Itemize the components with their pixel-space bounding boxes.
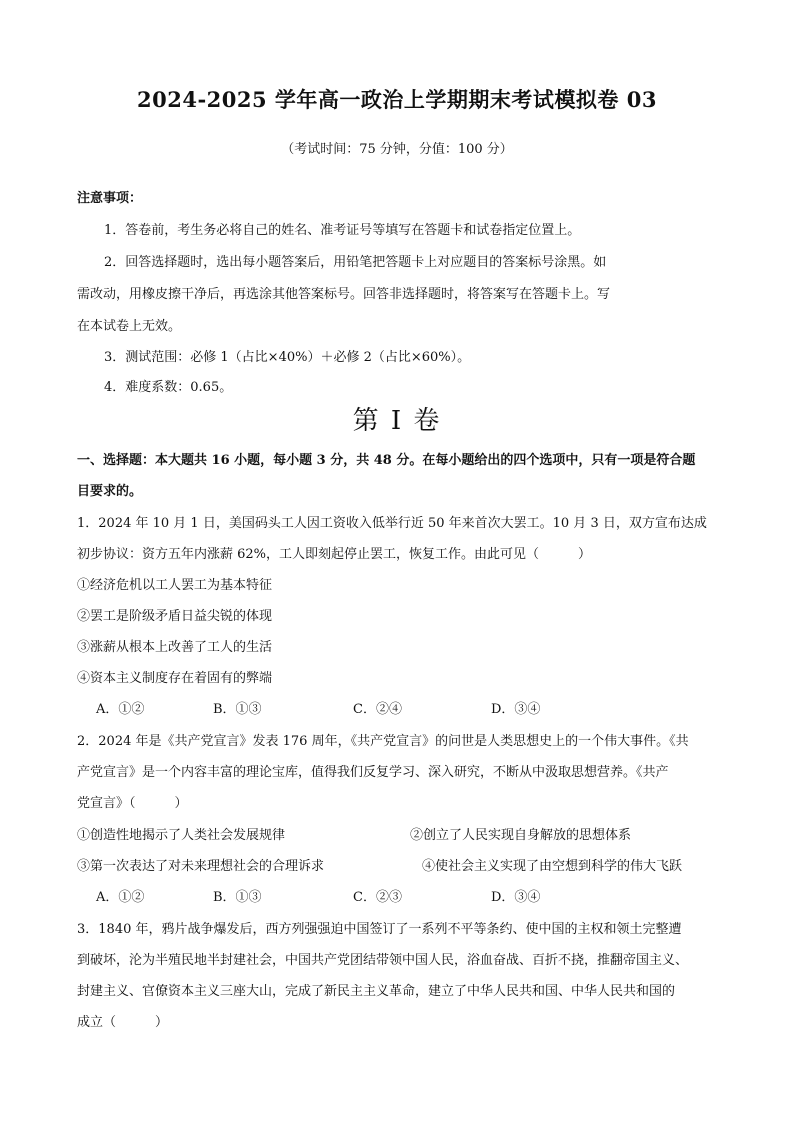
exam-title: 2024-2025 学年高一政治上学期期末考试模拟卷 03: [137, 87, 657, 112]
option-c[interactable]: C．②③: [353, 890, 402, 905]
statement: ③第一次表达了对未来理想社会的合理诉求: [77, 859, 325, 874]
question-stem: 成立（ ）: [77, 1015, 169, 1030]
notice-heading: 注意事项：: [77, 191, 143, 206]
statement: ①经济危机以工人罢工为基本特征: [77, 578, 273, 593]
question-stem: 封建主义、官僚资本主义三座大山，完成了新民主主义革命，建立了中华人民共和国、中华人民共和国的: [77, 984, 676, 999]
statement: ②创立了人民实现自身解放的思想体系: [410, 828, 632, 843]
statement: ④资本主义制度存在着固有的弊端: [77, 671, 273, 686]
question-stem: 到破坏，沦为半殖民地半封建社会，中国共产党团结带领中国人民，浴血奋战、百折不挠，推翻帝国主义、: [77, 953, 689, 968]
statement: ②罢工是阶级矛盾日益尖锐的体现: [77, 609, 273, 624]
question-stem: 党宣言》（ ）: [77, 796, 188, 811]
option-c[interactable]: C．②④: [353, 702, 402, 717]
question-stem: 2．2024 年是《共产党宣言》发表 176 周年，《共产党宣言》的问世是人类思想史上的一个伟大事件。《共: [77, 734, 689, 749]
section-heading: 一、选择题：本大题共 16 小题，每小题 3 分，共 48 分。在每小题给出的四个选项中，只有一项是符合题: [77, 453, 696, 468]
question-stem: 初步协议：资方五年内涨薪 62%，工人即刻起停止罢工，恢复工作。由此可见（ ）: [77, 547, 592, 562]
option-d[interactable]: D．③④: [491, 890, 541, 905]
option-a[interactable]: A．①②: [96, 702, 145, 717]
option-a[interactable]: A．①②: [96, 890, 145, 905]
notice-item: 需改动，用橡皮擦干净后，再选涂其他答案标号。回答非选择题时，将答案写在答题卡上。写: [77, 287, 611, 302]
question-stem: 产党宣言》是一个内容丰富的理论宝库，值得我们反复学习、深入研究，不断从中汲取思想营养。《共产: [77, 765, 669, 780]
question-stem: 3．1840 年，鸦片战争爆发后，西方列强强迫中国签订了一系列不平等条约、使中国的主权和领土完整遭: [77, 922, 682, 937]
notice-item: 4．难度系数：0.65。: [104, 380, 233, 395]
notice-item: 在本试卷上无效。: [77, 319, 182, 334]
volume-title: 第 I 卷: [352, 406, 442, 436]
exam-subtitle: （考试时间：75 分钟，分值：100 分）: [281, 142, 513, 157]
notice-item: 2．回答选择题时，选出每小题答案后，用铅笔把答题卡上对应题目的答案标号涂黑。如: [104, 255, 607, 270]
question-stem: 1．2024 年 10 月 1 日，美国码头工人因工资收入低举行近 50 年来首次大罢工。10 月 3 日，双方宣布达成: [77, 516, 707, 531]
statement: ③涨薪从根本上改善了工人的生活: [77, 640, 273, 655]
statement: ④使社会主义实现了由空想到科学的伟大飞跃: [422, 859, 683, 874]
statement: ①创造性地揭示了人类社会发展规律: [77, 828, 286, 843]
option-b[interactable]: B．①③: [213, 890, 262, 905]
notice-item: 1．答卷前，考生务必将自己的姓名、准考证号等填写在答题卡和试卷指定位置上。: [104, 223, 581, 238]
section-heading-cont: 目要求的。: [77, 484, 143, 499]
option-b[interactable]: B．①③: [213, 702, 262, 717]
option-d[interactable]: D．③④: [491, 702, 541, 717]
notice-item: 3．测试范围：必修 1（占比×40%）＋必修 2（占比×60%）。: [104, 350, 471, 365]
